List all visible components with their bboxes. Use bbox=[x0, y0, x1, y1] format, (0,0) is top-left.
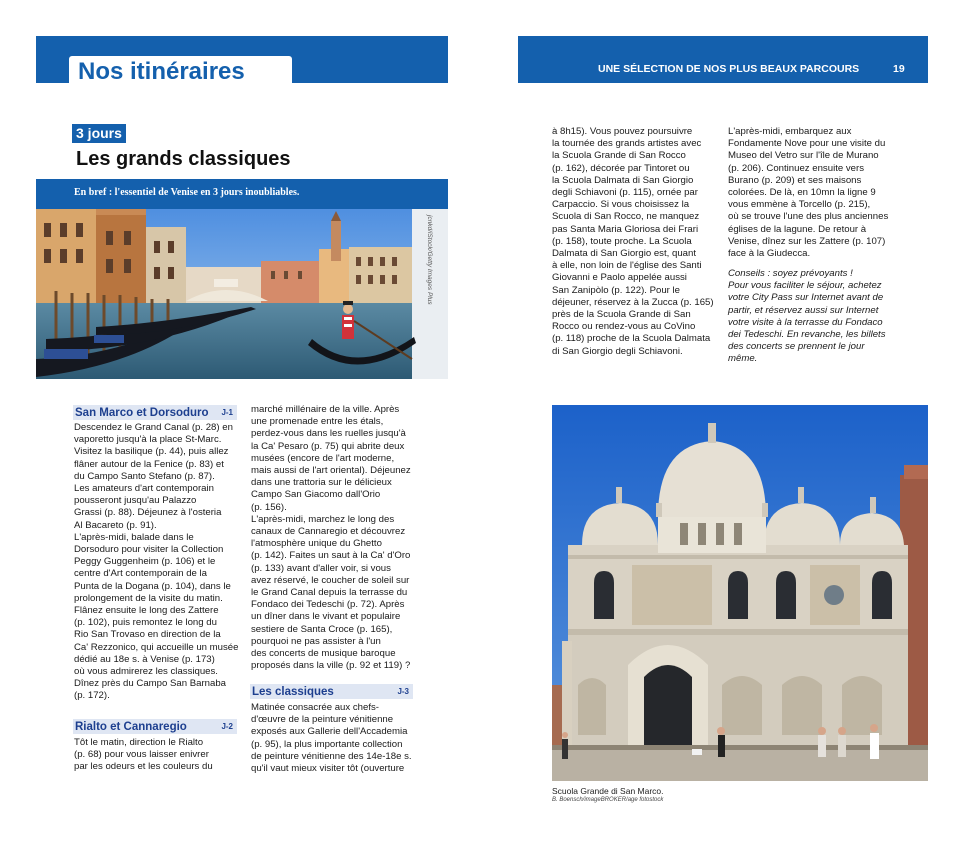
text-line: même. bbox=[728, 353, 758, 365]
section-title-classiques: Les classiques bbox=[252, 685, 334, 698]
section-header-rialto bbox=[73, 719, 237, 734]
text-line: Descendez le Grand Canal (p. 28) en bbox=[74, 422, 233, 433]
text-line: (p. 172). bbox=[74, 690, 110, 702]
text-line: colorées. De là, en 10mn la ligne 9 bbox=[728, 187, 876, 199]
text-line: l'atmosphère unique du Ghetto bbox=[251, 538, 382, 550]
text-line: musées (encore de l'art moderne, bbox=[251, 452, 395, 464]
text-line: face à la Giudecca. bbox=[728, 248, 811, 260]
page-number: 19 bbox=[893, 63, 905, 75]
text-line: à elle, non loin de l'église des Santi bbox=[552, 260, 702, 272]
right-header-bar bbox=[518, 36, 928, 83]
text-line: (p. 118) proche de la Scuola Dalmata bbox=[552, 333, 711, 345]
text-line: vous emmène à Torcello (p. 215), bbox=[728, 199, 871, 211]
text-line: avez réservé, le coucher de soleil sur bbox=[251, 574, 410, 586]
text-line: dans une trattoria sur le délicieux bbox=[251, 477, 392, 489]
text-line: où vous admirerez les classiques. bbox=[74, 666, 218, 678]
text-line: la Scuola Dalmata di San Giorgio bbox=[552, 174, 694, 186]
text-line: vaporetto jusqu'à la place St-Marc. bbox=[74, 434, 222, 446]
text-line: un dîner dans le vivant et populaire bbox=[251, 611, 401, 623]
scuola-grande-photo bbox=[552, 405, 928, 781]
text-line: votre visite à la terrasse du Fondaco bbox=[728, 316, 883, 328]
text-line: Campo San Giacomo dall'Orio bbox=[251, 489, 381, 501]
san-marco-text bbox=[74, 422, 242, 703]
text-line: Ca' Rezzonico, qui accueille un musée bbox=[74, 641, 239, 653]
text-line: (p. 158), toute proche. La Scuola bbox=[552, 235, 692, 247]
text-line: (p. 68) pour vous laisser enivrer bbox=[74, 749, 209, 761]
text-line: L'après-midi, marchez le long des bbox=[251, 513, 395, 525]
text-line: du Campo Santo Stefano (p. 87). bbox=[74, 470, 215, 482]
text-line: San Zanipòlo (p. 122). Pour le bbox=[552, 284, 680, 296]
text-line: L'après-midi, balade dans le bbox=[74, 531, 194, 543]
text-line: le Grand Canal depuis la terrasse du bbox=[251, 587, 408, 599]
section-title: Nos itinéraires bbox=[78, 58, 245, 85]
text-line: pousseront jusqu'au Palazzo bbox=[74, 495, 197, 507]
text-line: mais aussi de l'art oriental). Déjeunez bbox=[251, 465, 411, 477]
text-line: la Scuola Grande di San Rocco bbox=[552, 150, 686, 162]
text-line: Punta de la Dogana (p. 104), dans le bbox=[74, 580, 231, 592]
text-line: à 8h15). Vous pouvez poursuivre bbox=[552, 126, 693, 137]
text-line: (p. 95), la plus importante collection bbox=[251, 738, 403, 750]
right-header-title: UNE SÉLECTION DE NOS PLUS BEAUX PARCOURS bbox=[598, 63, 860, 75]
section-header-classiques bbox=[250, 684, 413, 699]
text-line: Matinée consacrée aux chefs- bbox=[251, 702, 379, 713]
text-line: Giovanni e Paolo appelée aussi bbox=[552, 272, 687, 284]
text-line: des concerts de musique baroque bbox=[251, 648, 396, 660]
text-line: par les odeurs et les couleurs du bbox=[74, 761, 213, 773]
text-line: pas Santa Maria Gloriosa dei Frari bbox=[552, 223, 699, 235]
text-line: (p. 162), décorée par Tintoret ou bbox=[552, 162, 690, 174]
text-line: Fondaco dei Tedeschi (p. 72). Après bbox=[251, 599, 405, 611]
text-line: déjeuner, réservez à la Zucca (p. 165) bbox=[552, 296, 714, 308]
text-line: la tournée des grands artistes avec bbox=[552, 138, 702, 150]
text-line: L'après-midi, embarquez aux bbox=[728, 126, 852, 137]
right-col1-text bbox=[552, 126, 720, 358]
section-code-j2: J-2 bbox=[221, 722, 233, 731]
text-line: (p. 206). Continuez ensuite vers bbox=[728, 162, 864, 174]
text-line: Dînez près du Campo San Barnaba bbox=[74, 678, 226, 690]
text-line: une promenade entre les étals, bbox=[251, 416, 384, 428]
text-line: (p. 133) avant d'aller voir, si vous bbox=[251, 562, 391, 574]
text-line: flâner autour de la Fenice (p. 83) et bbox=[74, 458, 224, 470]
text-line: votre City Pass sur Internet avant de bbox=[728, 292, 884, 304]
text-line: Fondamente Nove pour une visite du bbox=[728, 138, 886, 150]
rialto-text bbox=[74, 737, 242, 774]
text-line: d'œuvre de la peinture vénitienne bbox=[251, 714, 394, 726]
text-line: (p. 156). bbox=[251, 501, 287, 513]
text-line: Burano (p. 209) et ses maisons bbox=[728, 174, 862, 186]
text-line: des concerts se prennent le jour bbox=[728, 341, 865, 353]
text-line: où se trouve l'une des plus anciennes bbox=[728, 211, 889, 223]
text-line: Flânez ensuite le long des Zattere bbox=[74, 605, 219, 617]
text-line: Scuola di San Rocco, ne manquez bbox=[552, 211, 700, 223]
text-line: Peggy Guggenheim (p. 106) et le bbox=[74, 556, 216, 568]
classiques-text bbox=[251, 702, 416, 775]
section-code-j1: J-1 bbox=[221, 408, 233, 417]
text-line: dei Tedeschi. En revanche, les billets bbox=[728, 329, 886, 341]
text-line: di San Giorgio degli Schiavoni. bbox=[552, 345, 683, 357]
text-line: églises de la lagune. De retour à bbox=[728, 223, 867, 235]
text-line: marché millénaire de la ville. Après bbox=[251, 404, 400, 415]
section-title-san-marco: San Marco et Dorsoduro bbox=[75, 406, 209, 419]
text-line: Rocco ou rendez-vous au CoVino bbox=[552, 321, 696, 333]
text-line: Dorsoduro pour visiter la Collection bbox=[74, 544, 224, 556]
text-line: sestiere de Santa Croce (p. 165), bbox=[251, 623, 393, 635]
text-line: Visitez la basilique (p. 44), puis allez bbox=[74, 446, 229, 458]
text-line: exposés aux Gallerie dell'Accademia bbox=[251, 726, 408, 738]
text-line: Les amateurs d'art contemporain bbox=[74, 483, 214, 495]
summary-text: En bref : l'essentiel de Venise en 3 jours inoubliables. bbox=[74, 187, 300, 198]
photo-caption: Scuola Grande di San Marco. bbox=[552, 786, 664, 796]
text-line: près de la Scuola Grande di San bbox=[552, 309, 691, 321]
section-header-san-marco bbox=[73, 405, 237, 420]
text-line: Grassi (p. 88). Déjeunez à l'osteria bbox=[74, 507, 222, 519]
text-line: partir, et réservez aussi sur Internet bbox=[728, 304, 879, 316]
text-line: Pour vous faciliter le séjour, achetez bbox=[728, 280, 882, 292]
grand-canal-photo bbox=[36, 209, 448, 379]
section-code-j3: J-3 bbox=[397, 687, 409, 696]
text-line: degli Schiavoni (p. 115), ornée par bbox=[552, 187, 698, 199]
tip-text bbox=[728, 268, 898, 366]
text-line: Rio San Trovaso en direction de la bbox=[74, 629, 221, 641]
text-line: de peinture vénitienne des 14e-18e s. bbox=[251, 750, 412, 762]
itinerary-title: Les grands classiques bbox=[76, 148, 291, 170]
left-photo-credit: jcnkd/iStock/Getty Images Plus bbox=[426, 215, 433, 305]
text-line: centre d'Art contemporain de la bbox=[74, 568, 208, 580]
text-line: qu'il vaut mieux visiter tôt (ouverture bbox=[251, 763, 405, 775]
text-line: canaux de Cannaregio et découvrez bbox=[251, 526, 406, 538]
section-title-rialto: Rialto et Cannaregio bbox=[75, 720, 187, 733]
text-line: Dalmata di San Giorgio est, quant bbox=[552, 248, 696, 260]
text-line: pourquoi ne pas assister à l'un bbox=[251, 635, 381, 647]
text-line: (p. 142). Faites un saut à la Ca' d'Oro bbox=[251, 550, 411, 562]
text-line: prolongement de la visite du matin. bbox=[74, 592, 223, 604]
text-line: Museo del Vetro sur l'île de Murano bbox=[728, 150, 879, 162]
text-line: Conseils : soyez prévoyants ! bbox=[728, 268, 853, 279]
days-badge: 3 jours bbox=[72, 124, 126, 143]
text-line: Carpaccio. Si vous choisissez la bbox=[552, 199, 690, 211]
text-line: la Ca' Pesaro (p. 75) qui abrite deux bbox=[251, 440, 405, 452]
text-line: Al Bacareto (p. 91). bbox=[74, 519, 157, 531]
right-photo-credit: B. Boensch/imageBROKER/age fotostock bbox=[552, 797, 664, 803]
text-line: Venise, dînez sur les Zattere (p. 107) bbox=[728, 235, 886, 247]
right-col2-text bbox=[728, 126, 898, 260]
text-line: perdez-vous dans les ruelles jusqu'à bbox=[251, 428, 406, 440]
text-line: (p. 102), puis remontez le long du bbox=[74, 617, 217, 629]
text-line: proposés dans la ville (p. 92 et 119) ? bbox=[251, 660, 411, 672]
text-line: Tôt le matin, direction le Rialto bbox=[74, 737, 204, 748]
text-line: dédié au 18e s. à Venise (p. 173) bbox=[74, 653, 215, 665]
rialto-text-continued bbox=[251, 404, 416, 672]
